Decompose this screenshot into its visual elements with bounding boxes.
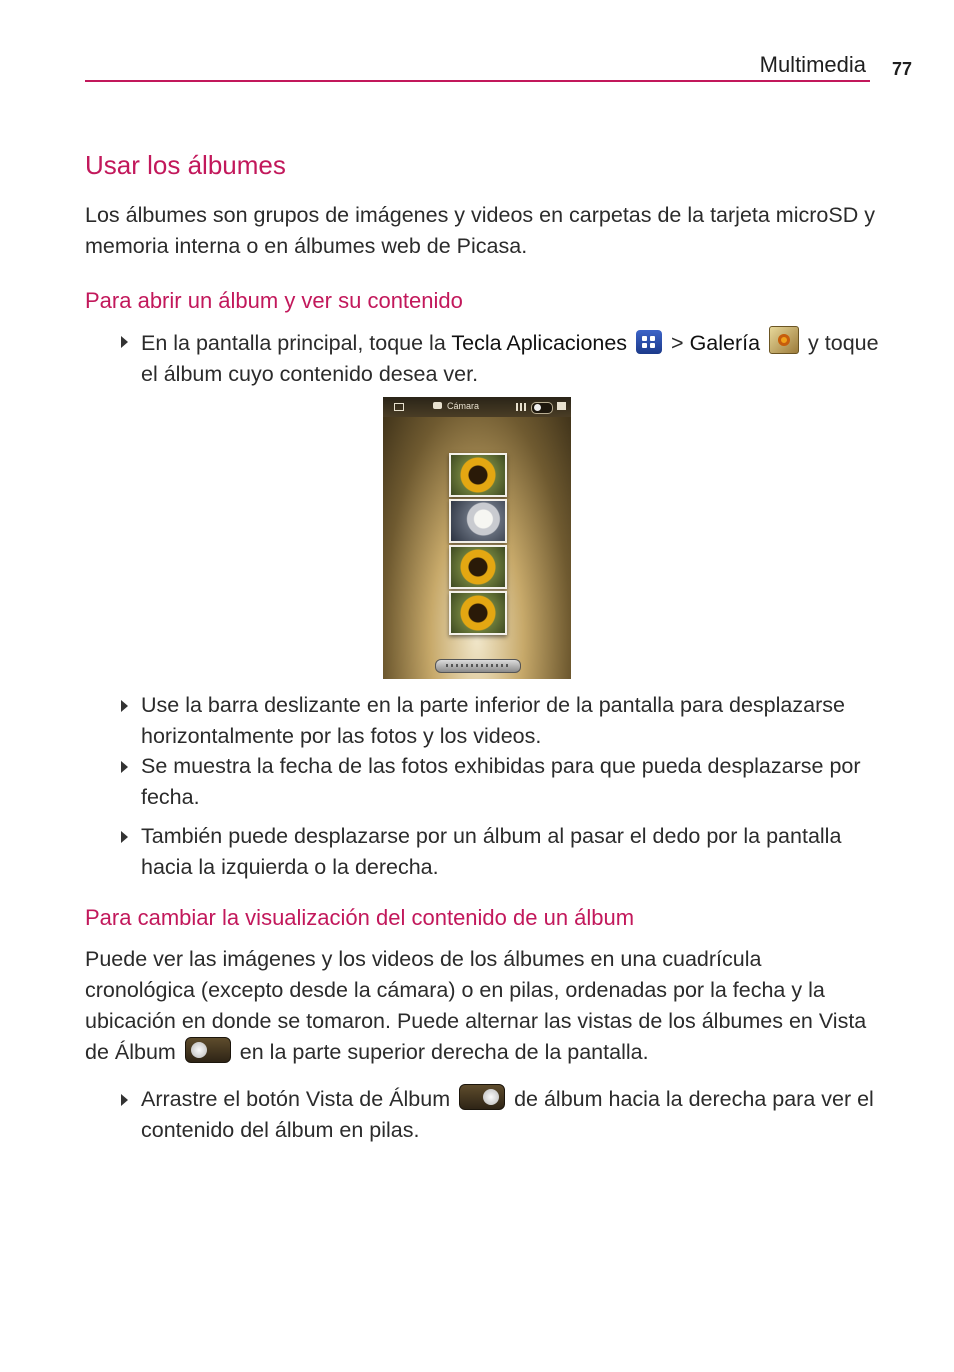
toggle-switch-icon: [459, 1084, 505, 1110]
bullet-text: Se muestra la fecha de las fotos exhibidas para que pueda desplazarse por fecha.: [141, 754, 861, 809]
apps-term: Tecla Aplicaciones: [451, 331, 628, 355]
page-number: 77: [892, 59, 913, 79]
camera-icon: [433, 402, 442, 409]
step-separator: >: [665, 331, 690, 355]
open-album-heading: Para abrir un álbum y ver su contenido: [85, 288, 463, 313]
status-bar: [383, 397, 571, 417]
scroll-slider: [435, 659, 521, 673]
section-intro: Los álbumes son grupos de imágenes y videos en carpetas de la tarjeta microSD y memoria interna o en álbumes web de Picasa.: [85, 203, 875, 258]
triangle-right-icon: [121, 1094, 128, 1106]
album-list-icon: [394, 403, 404, 411]
triangle-right-icon: [121, 761, 128, 773]
gallery-term: Galería: [689, 331, 761, 355]
open-album-bullet: [141, 690, 881, 752]
change-view-heading: Para cambiar la visualización del contenido de un álbum: [85, 905, 635, 930]
header-title: Multimedia: [759, 52, 866, 77]
album-screenshot: [383, 397, 571, 679]
slider-grip: [446, 664, 508, 667]
album-photo: [449, 453, 507, 497]
step-suffix: y toque el álbum cuyo contenido desea ver.: [141, 331, 879, 386]
step-prefix: En la pantalla principal, toque la: [141, 331, 452, 355]
view-toggle-icon: [531, 402, 553, 414]
open-album-bullet: [141, 821, 881, 883]
toggle-switch-icon: [185, 1037, 231, 1063]
bullet-text: Arrastre el botón Vista de Álbum: [141, 1087, 457, 1111]
bullet-text: de álbum hacia la derecha para ver el contenido del álbum en pilas.: [141, 1087, 874, 1142]
triangle-right-icon: [121, 831, 128, 843]
paragraph-text: Puede ver las imágenes y los videos de los álbumes en una cuadrícula cronológica (excepto desde la cámara) o en pilas, ordenadas por la fecha y la ubicación en donde se tomaron. Puede alternar las vistas de los álbumes en Vista de Álbum: [85, 947, 867, 1064]
bullet-text: También puede desplazarse por un álbum al pasar el dedo por la pantalla hacia la izquierda o la derecha.: [141, 824, 842, 879]
change-view-paragraph: [85, 944, 875, 1068]
bullet-text: Use la barra deslizante en la parte inferior de la pantalla para desplazarse horizontalmente por las fotos y los videos.: [141, 693, 845, 748]
grid-view-icon: [516, 403, 526, 411]
album-photo: [449, 591, 507, 635]
triangle-right-icon: [121, 336, 128, 348]
album-photo: [449, 499, 507, 543]
section-title: Usar los álbumes: [85, 150, 286, 180]
apps-grid-icon: [636, 330, 662, 354]
open-album-bullet: [141, 751, 881, 813]
album-photo: [449, 545, 507, 589]
change-view-bullet: [141, 1084, 881, 1146]
triangle-right-icon: [121, 700, 128, 712]
stack-view-icon: [557, 402, 566, 410]
open-album-step: [141, 326, 881, 390]
paragraph-text: en la parte superior derecha de la pantalla.: [233, 1040, 649, 1064]
status-label: Cámara: [447, 401, 480, 411]
header-rule: [85, 80, 870, 82]
gallery-icon: [769, 326, 799, 354]
